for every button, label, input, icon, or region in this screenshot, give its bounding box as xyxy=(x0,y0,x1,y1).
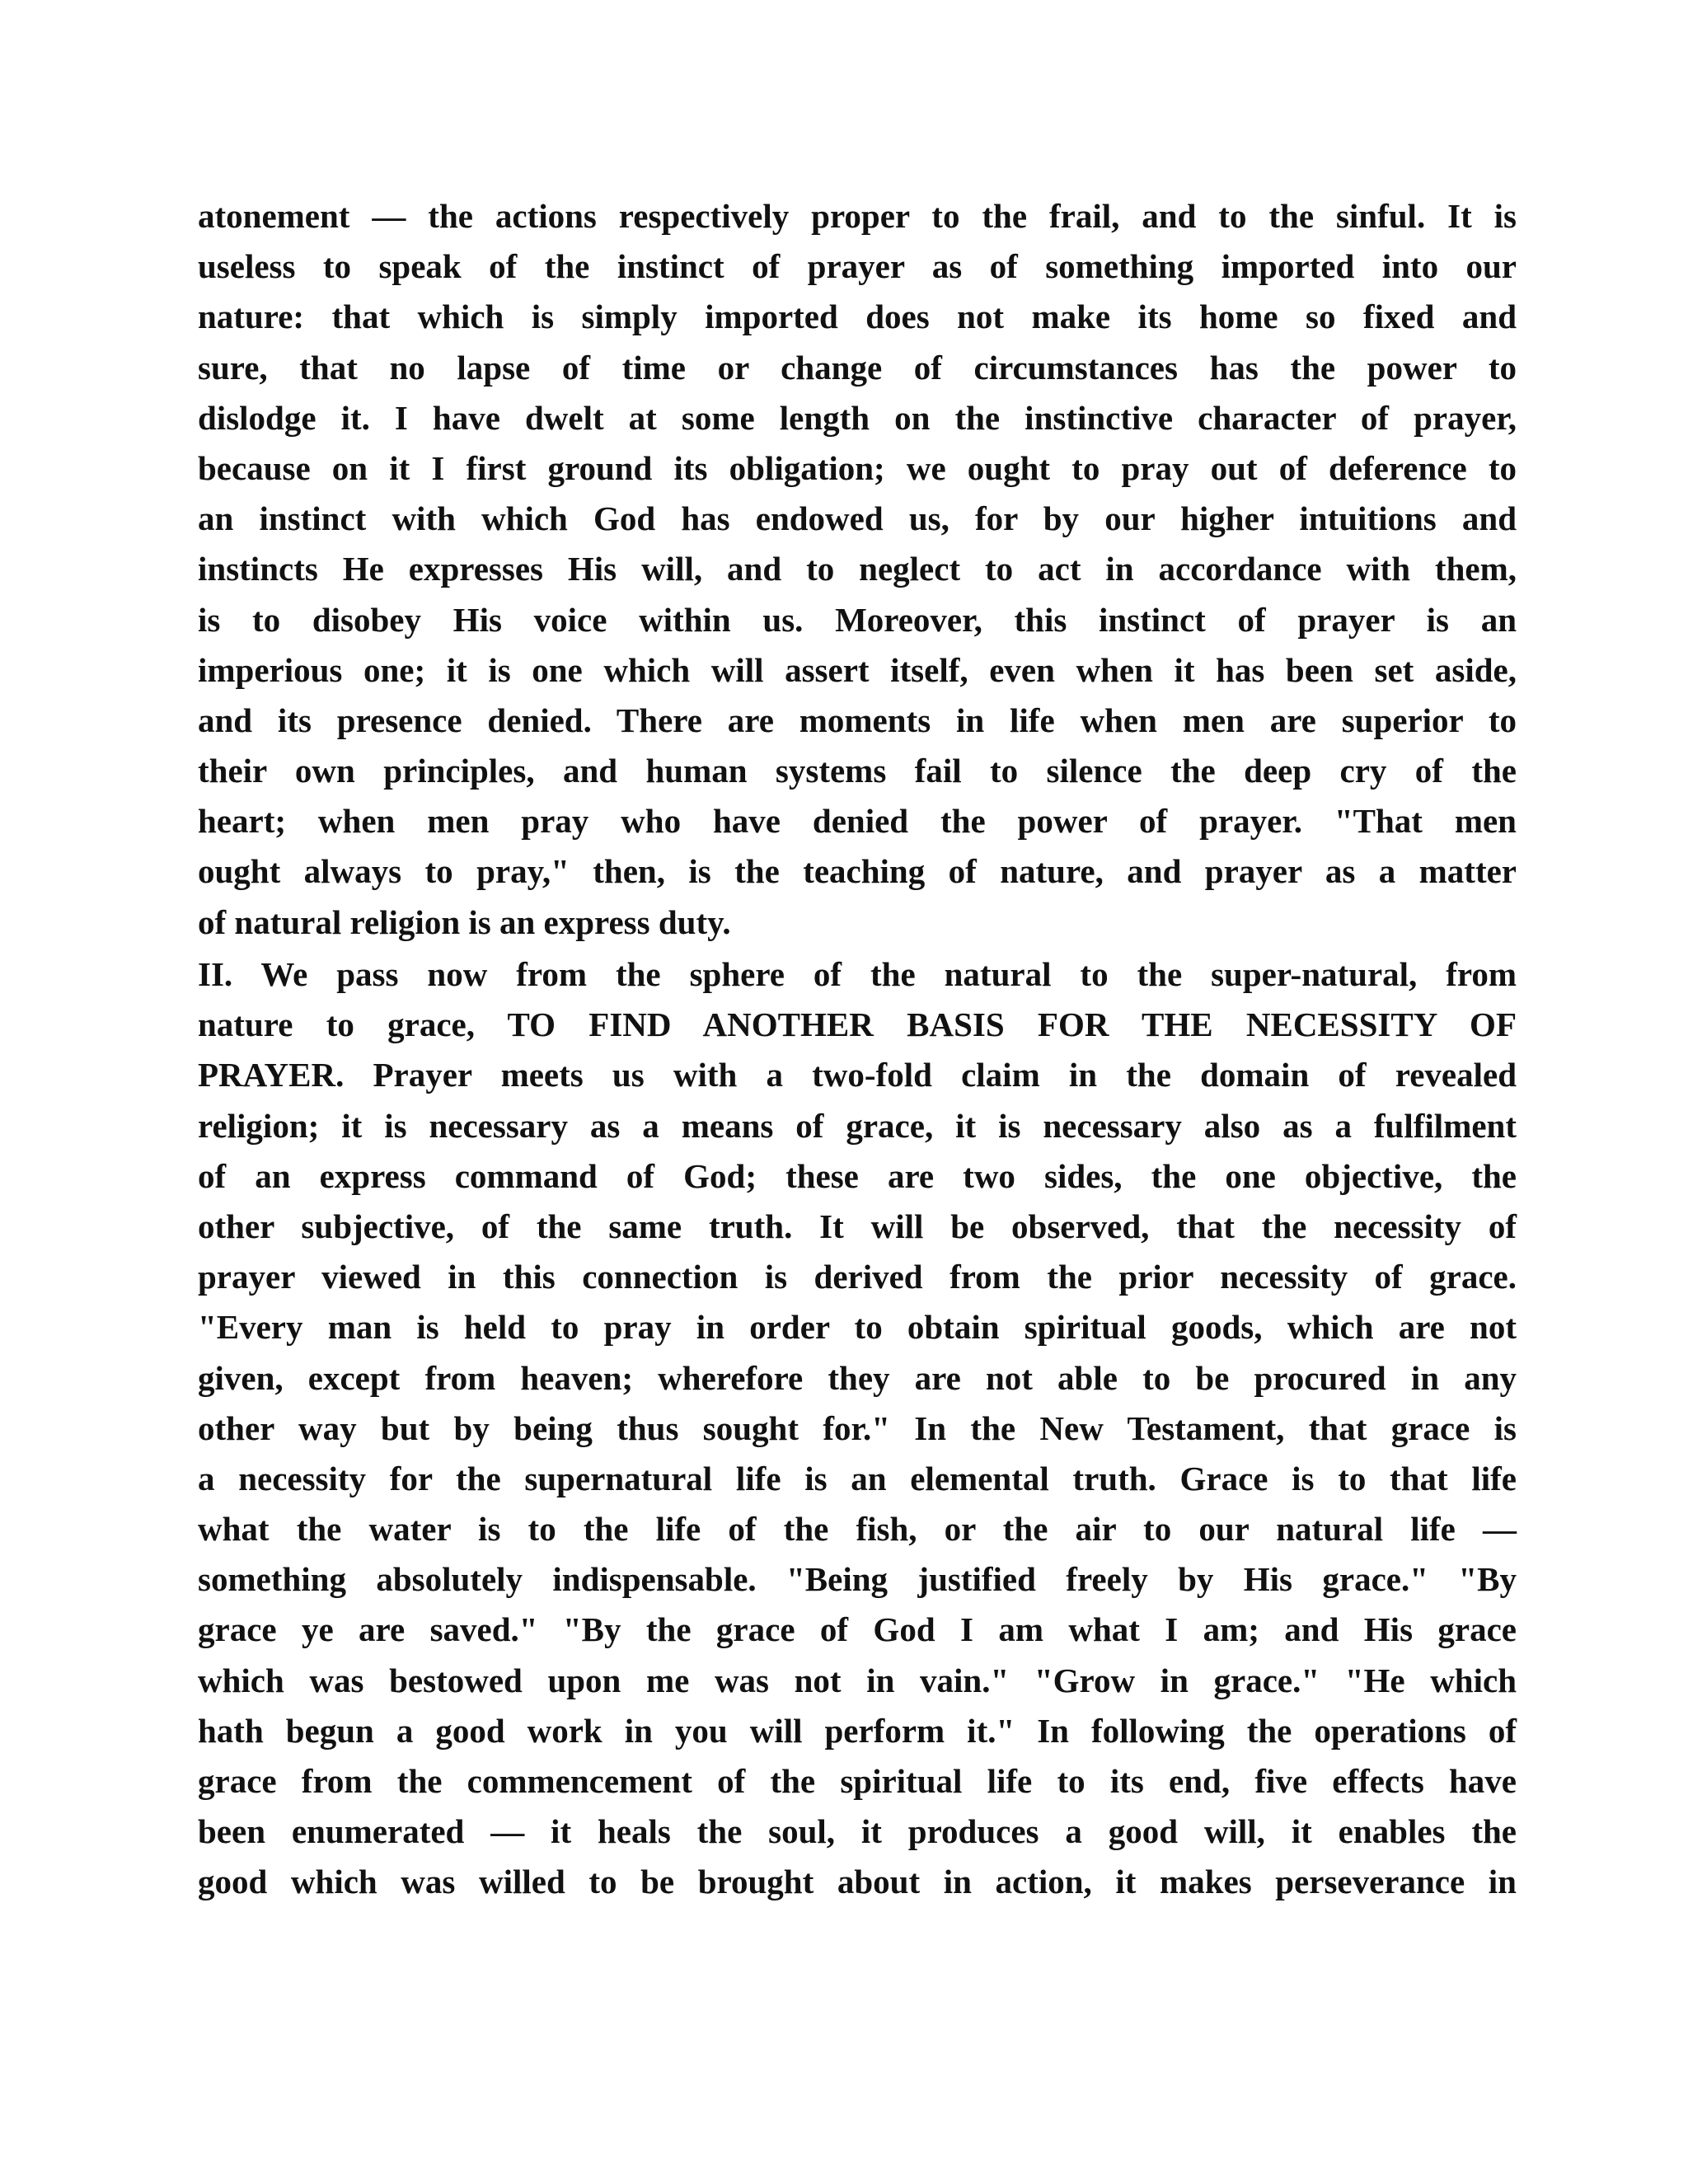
text-line: grace ye are saved." "By the grace of God I am what I am; and His grace xyxy=(198,1610,1517,1649)
text-line: atonement — the actions respectively proper to the frail, and to the sinful. It is xyxy=(198,197,1517,235)
text-line: imperious one; it is one which will assert itself, even when it has been set aside, xyxy=(198,650,1517,689)
text-line: of an express command of God; these are two sides, the one objective, the xyxy=(198,1156,1517,1195)
text-line: hath begun a good work in you will perform it." In following the operations of xyxy=(198,1711,1517,1750)
text-line: and its presence denied. There are moments in life when men are superior to xyxy=(198,701,1517,739)
text-line: prayer viewed in this connection is derived from the prior necessity of grace. xyxy=(198,1258,1517,1296)
text-line: is to disobey His voice within us. Moreover, this instinct of prayer is an xyxy=(198,600,1517,639)
text-line: grace from the commencement of the spiritual life to its end, five effects have xyxy=(198,1762,1517,1800)
paragraph-1 xyxy=(198,191,1517,948)
text-line: something absolutely indispensable. "Being justified freely by His grace." "By xyxy=(198,1560,1517,1599)
text-line: sure, that no lapse of time or change of circumstances has the power to xyxy=(198,348,1517,387)
text-line: nature to grace, TO FIND ANOTHER BASIS FOR THE NECESSITY OF xyxy=(198,1005,1517,1044)
text-line: of natural religion is an express duty. xyxy=(198,902,731,941)
text-line: other subjective, of the same truth. It will be observed, that the necessity of xyxy=(198,1207,1517,1245)
text-line: good which was willed to be brought about in action, it makes perseverance in xyxy=(198,1863,1517,1901)
text-line: ought always to pray," then, is the teaching of nature, and prayer as a matter xyxy=(198,852,1517,891)
text-line: PRAYER. Prayer meets us with a two-fold claim in the domain of revealed xyxy=(198,1056,1517,1094)
text-line: religion; it is necessary as a means of grace, it is necessary also as a fulfilment xyxy=(198,1106,1517,1145)
text-line: useless to speak of the instinct of prayer as of something imported into our xyxy=(198,247,1517,286)
text-line: been enumerated — it heals the soul, it produces a good will, it enables the xyxy=(198,1812,1517,1851)
text-line: "Every man is held to pray in order to obtain spiritual goods, which are not xyxy=(198,1308,1517,1347)
text-line: dislodge it. I have dwelt at some length on the instinctive character of prayer, xyxy=(198,398,1517,437)
text-line: given, except from heaven; wherefore they are not able to be procured in any xyxy=(198,1358,1517,1397)
text-line: because on it I first ground its obligation; we ought to pray out of deference to xyxy=(198,448,1517,487)
text-line: nature: that which is simply imported does not make its home so fixed and xyxy=(198,298,1517,336)
text-line: instincts He expresses His will, and to neglect to act in accordance with them, xyxy=(198,550,1517,588)
text-line: which was bestowed upon me was not in vain." "Grow in grace." "He which xyxy=(198,1661,1517,1699)
text-line: a necessity for the supernatural life is an elemental truth. Grace is to that life xyxy=(198,1459,1517,1497)
paragraph-2 xyxy=(198,949,1517,1908)
text-line: heart; when men pray who have denied the power of prayer. "That men xyxy=(198,802,1517,841)
text-line: an instinct with which God has endowed us, for by our higher intuitions and xyxy=(198,499,1517,538)
text-line: their own principles, and human systems fail to silence the deep cry of the xyxy=(198,752,1517,790)
text-line: what the water is to the life of the fish, or the air to our natural life — xyxy=(198,1510,1517,1549)
text-line: other way but by being thus sought for." In the New Testament, that grace is xyxy=(198,1408,1517,1447)
text-line: II. We pass now from the sphere of the natural to the super-natural, from xyxy=(198,955,1517,993)
